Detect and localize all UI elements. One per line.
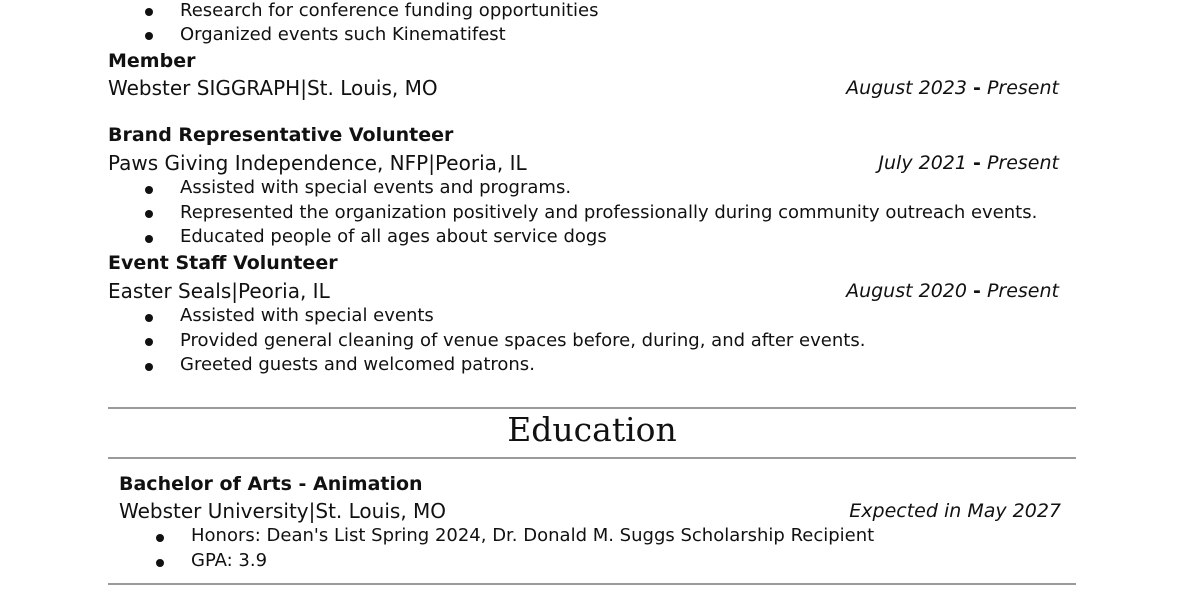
- bullet-dot: [145, 314, 153, 322]
- date-dash: -: [973, 152, 981, 174]
- separator: |: [308, 499, 316, 523]
- bullet-text: Educated people of all ages about service dogs: [180, 226, 607, 247]
- date-end: Present: [986, 280, 1059, 302]
- location: Peoria, IL: [434, 151, 527, 175]
- bullet-dot: [145, 338, 153, 346]
- honors-text: Honors: Dean's List Spring 2024, Dr. Donald M. Suggs Scholarship Recipient: [191, 525, 875, 546]
- bullet-dot: [145, 210, 153, 218]
- bullet-dot: [145, 8, 153, 16]
- location: St. Louis, MO: [315, 499, 447, 523]
- bullet-text: Research for conference funding opportunities: [180, 0, 599, 21]
- section-divider-end: [108, 583, 1076, 585]
- date-range: [878, 152, 1059, 174]
- bullet-dot: [145, 32, 153, 40]
- separator: |: [300, 76, 307, 100]
- job-title: Brand Representative Volunteer: [108, 124, 454, 146]
- degree-title: Bachelor of Arts - Animation: [119, 473, 423, 495]
- location: St. Louis, MO: [306, 76, 438, 100]
- date-dash: -: [973, 77, 981, 99]
- bullet-text: Organized events such Kinematifest: [180, 24, 506, 45]
- bullet-text: Provided general cleaning of venue spaces before, during, and after events.: [180, 330, 866, 351]
- organization-line: [108, 279, 330, 303]
- bullet-dot: [145, 235, 153, 243]
- job-title: Member: [108, 50, 196, 72]
- organization-name: Paws Giving Independence, NFP: [108, 151, 429, 175]
- date-dash: -: [973, 280, 981, 302]
- date-end: Present: [986, 77, 1059, 99]
- organization-name: Webster SIGGRAPH: [108, 76, 301, 100]
- school-name: Webster University: [119, 499, 309, 523]
- bullet-dot: [156, 534, 164, 542]
- bullet-text: Assisted with special events: [180, 305, 434, 326]
- bullet-text: Greeted guests and welcomed patrons.: [180, 354, 535, 375]
- job-title: Event Staff Volunteer: [108, 252, 338, 274]
- date-start: August 2023: [846, 77, 967, 99]
- school-line: [119, 499, 446, 523]
- section-divider-top: [108, 407, 1076, 409]
- date-start: July 2021: [878, 152, 967, 174]
- bullet-dot: [156, 559, 164, 567]
- date-range: [846, 77, 1059, 99]
- bullet-dot: [145, 363, 153, 371]
- bullet-text: Assisted with special events and programs.: [180, 177, 572, 198]
- organization-name: Easter Seals: [108, 279, 232, 303]
- bullet-text: Represented the organization positively and professionally during community outreach events.: [180, 202, 1038, 223]
- organization-line: [108, 76, 438, 100]
- section-heading-education: Education: [507, 410, 677, 449]
- date-range: [846, 280, 1059, 302]
- location: Peoria, IL: [238, 279, 330, 303]
- bullet-dot: [145, 186, 153, 194]
- section-divider-bottom: [108, 457, 1076, 459]
- organization-line: [108, 151, 527, 175]
- separator: |: [231, 279, 239, 303]
- graduation-date: Expected in May 2027: [849, 500, 1061, 522]
- date-start: August 2020: [846, 280, 967, 302]
- gpa-text: GPA: 3.9: [191, 550, 268, 571]
- date-end: Present: [986, 152, 1059, 174]
- separator: |: [428, 151, 435, 175]
